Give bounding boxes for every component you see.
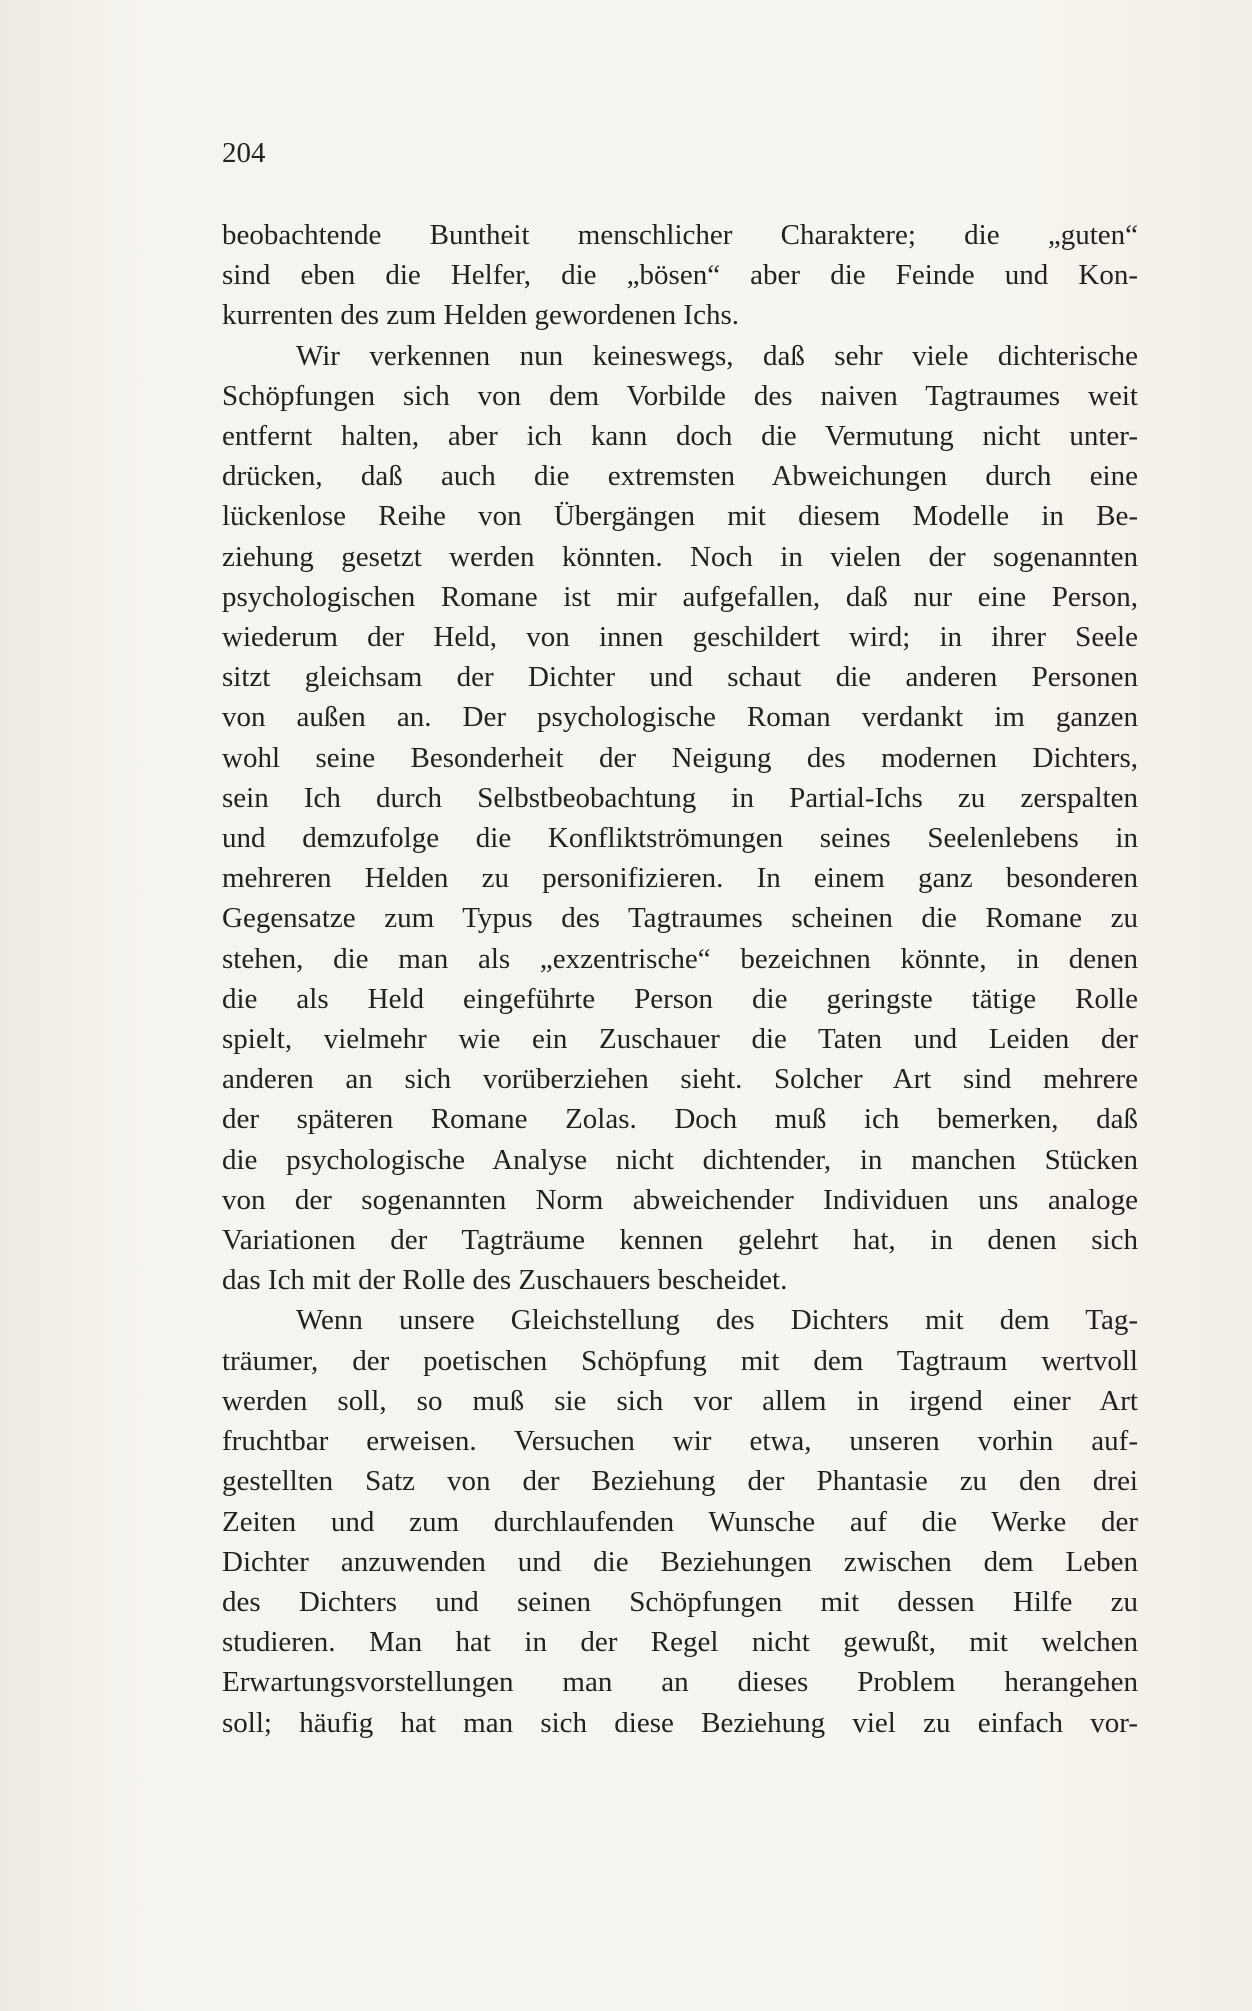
text-line: lückenlose Reihe von Übergängen mit diesem Modelle in Be- bbox=[222, 500, 1138, 533]
text-line: werden soll, so muß sie sich vor allem in irgend einer Art bbox=[222, 1384, 1138, 1417]
text-line: kurrenten des zum Helden gewordenen Ichs. bbox=[222, 299, 739, 332]
text-line: fruchtbar erweisen. Versuchen wir etwa, unseren vorhin auf- bbox=[222, 1425, 1138, 1458]
text-line: drücken, daß auch die extremsten Abweichungen durch eine bbox=[222, 460, 1138, 493]
text-line: des Dichters und seinen Schöpfungen mit dessen Hilfe zu bbox=[222, 1585, 1138, 1618]
text-line: Gegensatze zum Typus des Tagtraumes scheinen die Romane zu bbox=[222, 902, 1138, 935]
text-line: von der sogenannten Norm abweichender Individuen uns analoge bbox=[222, 1183, 1138, 1216]
text-line: Variationen der Tagträume kennen gelehrt hat, in denen sich bbox=[222, 1224, 1138, 1257]
text-line: mehreren Helden zu personifizieren. In einem ganz besonderen bbox=[222, 862, 1138, 895]
text-line: sind eben die Helfer, die „bösen“ aber die Feinde und Kon- bbox=[222, 259, 1138, 292]
body-text bbox=[222, 215, 1138, 1743]
text-line: die psychologische Analyse nicht dichtender, in manchen Stücken bbox=[222, 1143, 1138, 1176]
text-line: Zeiten und zum durchlaufenden Wunsche auf die Werke der bbox=[222, 1505, 1138, 1538]
text-line: der späteren Romane Zolas. Doch muß ich bemerken, daß bbox=[222, 1103, 1138, 1136]
text-line: Wir verkennen nun keineswegs, daß sehr viele dichterische bbox=[296, 339, 1138, 372]
text-line: wohl seine Besonderheit der Neigung des modernen Dichters, bbox=[222, 741, 1138, 774]
text-line: psychologischen Romane ist mir aufgefallen, daß nur eine Person, bbox=[222, 580, 1138, 613]
text-line: stehen, die man als „exzentrische“ bezeichnen könnte, in denen bbox=[222, 942, 1138, 975]
text-line: anderen an sich vorüberziehen sieht. Solcher Art sind mehrere bbox=[222, 1063, 1138, 1096]
text-line: studieren. Man hat in der Regel nicht gewußt, mit welchen bbox=[222, 1626, 1138, 1659]
paragraph-2 bbox=[222, 336, 1138, 1301]
paragraph-1 bbox=[222, 215, 1138, 336]
text-line: Erwartungsvorstellungen man an dieses Problem herangehen bbox=[222, 1666, 1138, 1699]
text-line: träumer, der poetischen Schöpfung mit dem Tagtraum wertvoll bbox=[222, 1344, 1138, 1377]
text-line: Schöpfungen sich von dem Vorbilde des naiven Tagtraumes weit bbox=[222, 379, 1138, 412]
text-line: das Ich mit der Rolle des Zuschauers bescheidet. bbox=[222, 1264, 788, 1297]
text-line: ziehung gesetzt werden könnten. Noch in vielen der sogenannten bbox=[222, 540, 1138, 573]
text-line: entfernt halten, aber ich kann doch die Vermutung nicht unter- bbox=[222, 420, 1138, 453]
text-line: sein Ich durch Selbstbeobachtung in Partial-Ichs zu zerspalten bbox=[222, 781, 1138, 814]
text-line: sitzt gleichsam der Dichter und schaut die anderen Personen bbox=[222, 661, 1138, 694]
text-line: soll; häufig hat man sich diese Beziehung viel zu einfach vor- bbox=[222, 1706, 1138, 1739]
text-line: von außen an. Der psychologische Roman verdankt im ganzen bbox=[222, 701, 1138, 734]
text-line: wiederum der Held, von innen geschildert wird; in ihrer Seele bbox=[222, 621, 1138, 654]
text-line: spielt, vielmehr wie ein Zuschauer die Taten und Leiden der bbox=[222, 1023, 1138, 1056]
paragraph-3 bbox=[222, 1300, 1138, 1742]
text-line: gestellten Satz von der Beziehung der Phantasie zu den drei bbox=[222, 1465, 1138, 1498]
text-line: Wenn unsere Gleichstellung des Dichters mit dem Tag- bbox=[296, 1304, 1138, 1337]
text-line: beobachtende Buntheit menschlicher Charaktere; die „guten“ bbox=[222, 219, 1138, 251]
text-line: die als Held eingeführte Person die geringste tätige Rolle bbox=[222, 982, 1138, 1015]
page-number: 204 bbox=[222, 137, 266, 169]
text-line: Dichter anzuwenden und die Beziehungen zwischen dem Leben bbox=[222, 1545, 1138, 1578]
text-line: und demzufolge die Konfliktströmungen seines Seelenlebens in bbox=[222, 822, 1138, 855]
